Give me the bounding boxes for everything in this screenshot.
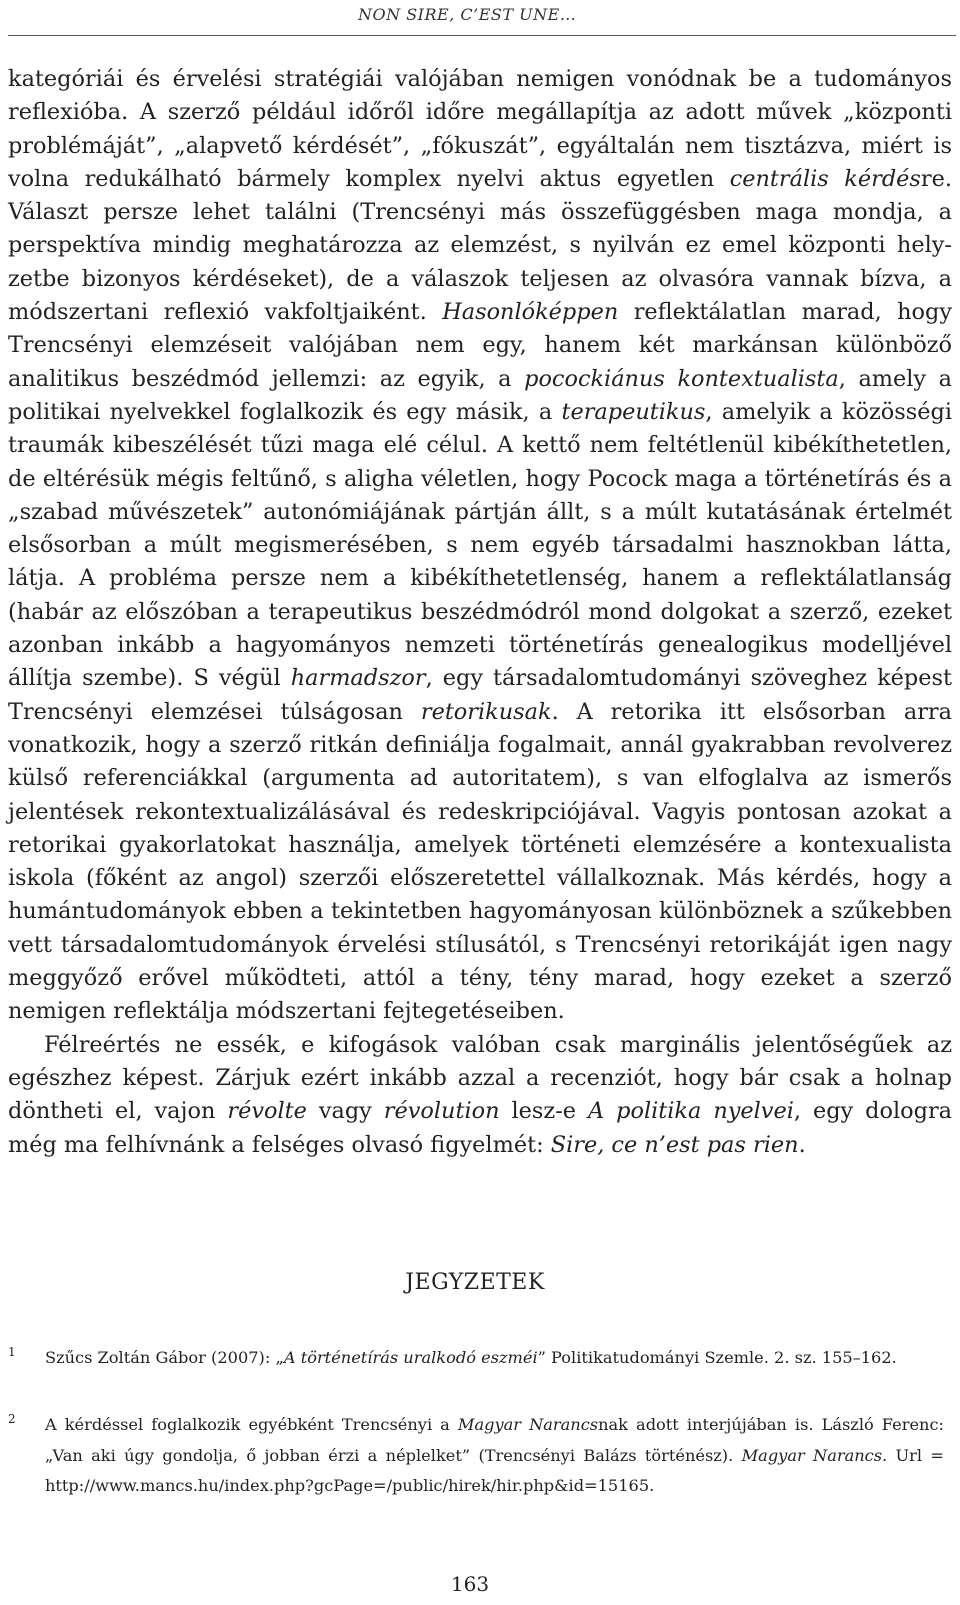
- running-head: NON SIRE, C’EST UNE…: [358, 5, 577, 24]
- header-rule: [8, 35, 956, 36]
- footnote-number: 1: [8, 1345, 16, 1359]
- text-run: Url = http://www.mancs.hu/index.php?gcPage=/public/hirek/hir.php&id=15165.: [45, 1445, 944, 1495]
- text-run: .: [798, 1131, 806, 1158]
- text-run: , amelyik a közösségi traumák kibeszélését tűzi maga elé célul. A kettő nem feltétlenül kibékíthetetlen, de eltérésük mégis feltűnő, s aligha véletlen, hogy Pocock maga a történetírás és a „szabad művészetek” autonómiájának pártján állt, s a múlt kutatásának értelmét elsősorban a múlt megismerésében, s nem egyéb társadalmi hasznokban látta, látja. A probléma persze nem a kibékíthetetlenség, hanem a reflektálatlanság (habár az előszóban a terapeutikus beszédmódról mond dolgokat a szerző, ezeket azonban inkább a hagyományos nemzeti történetírás genealogikus modelljével állítja szembe). S végül: [8, 398, 952, 692]
- italic-run: centrális kérdés: [729, 165, 921, 192]
- text-run: kategóriái és érvelési stratégiái valójában nemigen vonódnak be a tudományos reflexióba. A szerző például időről időre megállapítja az adott művek „központi problémáját”, „alapvető kérdését”, „fókuszát”, egyáltalán nem tisztázva, miért is volna redukálható bármely komplex nyelvi aktus egyetlen: [8, 66, 952, 192]
- page-number: 163: [450, 1572, 490, 1596]
- footnote: [8, 1410, 944, 1502]
- text-run: . A retorika itt elsősorban arra vonatkozik, hogy a szerző ritkán definiálja fogalmait, annál gyakrabban revolverez külső referenciákkal (argumenta ad autoritatem), s van elfoglalva az ismerős jelentések rekontextualizálásával és redeskripciójával. Vagyis pontosan azokat a retorikai gyakorlatokat használja, amelyek történeti elemzésére a kontexualista iskola (főként az angol) szerzői előszeretettel vállalkoznak. Más kérdés, hogy a humántudományok ebben a tekintetben hagyományosan különböznek a szűkebben vett társadalomtudományok érvelési stílusától, s Trencsényi retorikáját igen nagy meggyőző erővel működteti, attól a tény, tény marad, hogy ezeket a szerző nemigen reflektálja módszertani fejtegetéseiben.: [8, 698, 952, 1025]
- footnote: [8, 1343, 944, 1374]
- text-run: ” Politikatudományi Szemle. 2. sz. 155–162.: [537, 1348, 897, 1367]
- italic-run: harmadszor: [290, 665, 426, 692]
- text-run: vagy: [306, 1098, 384, 1125]
- text-run: A kérdéssel foglalkozik egyébként Trencsényi a: [45, 1415, 458, 1434]
- text-run: lesz-e: [499, 1098, 588, 1125]
- italic-run: pocockiánus kontextualista: [524, 365, 839, 392]
- text-run: , egy társadalomtudományi szöveghez képest Trencsényi elemzései túlságosan: [8, 665, 953, 725]
- body-paragraph: [8, 63, 952, 1029]
- italic-run: Magyar Narancs: [457, 1415, 599, 1434]
- text-run: , egy dologra még ma felhívnánk a felséges olvasó figyelmét:: [8, 1098, 953, 1158]
- body-paragraph: [8, 1029, 952, 1162]
- text-run: Szűcs Zoltán Gábor (2007): „: [45, 1348, 284, 1367]
- notes-heading: JEGYZETEK: [405, 1270, 545, 1295]
- italic-run: Magyar Narancs.: [741, 1445, 888, 1465]
- italic-run: A történetírás uralkodó eszméi: [283, 1348, 538, 1367]
- italic-run: révolution: [383, 1098, 500, 1125]
- italic-run: retorikusak: [420, 698, 552, 725]
- text-run: nak adott interjújában is. László Ferenc: „Van aki úgy gondolja, ő jobban érzi a néplelket” (Trencsényi Balázs történész).: [45, 1415, 944, 1465]
- italic-run: Sire, ce n’est pas rien: [550, 1131, 799, 1158]
- italic-run: terapeutikus: [561, 398, 706, 425]
- italic-run: révolte: [227, 1098, 307, 1125]
- body-text: [8, 63, 952, 1162]
- italic-run: Hasonlóképpen: [442, 299, 619, 326]
- italic-run: A politika nyelvei: [588, 1098, 794, 1125]
- text-run: , amely a politikai nyelvekkel foglalkozik és egy másik, a: [8, 365, 953, 425]
- text-run: reflektálatlan marad, hogy Trencsényi elemzéseit valójában nem egy, hanem két markánsan különböző analitikus beszédmód jellemzi: az egyik, a: [8, 299, 953, 392]
- text-run: Félreértés ne essék, e kifogások valóban csak marginális jelentőségűek az egészhez képest. Zárjuk ezért inkább azzal a recenziót, hogy bár csak a holnap döntheti el, vajon: [8, 1031, 952, 1125]
- footnote-text: [45, 1410, 944, 1502]
- text-run: re. Választ persze lehet találni (Trencsényi más összefüggésben maga mondja, a perspektíva mindig meghatározza az elemzést, s nyilván ez emel központi helyzetbe bizonyos kérdéseket), de a válaszok teljesen az olvasóra vannak bízva, a módszertani reflexió vakfoltjaiként.: [8, 165, 952, 326]
- footnote-number: 2: [8, 1412, 16, 1426]
- footnote-text: [45, 1343, 944, 1374]
